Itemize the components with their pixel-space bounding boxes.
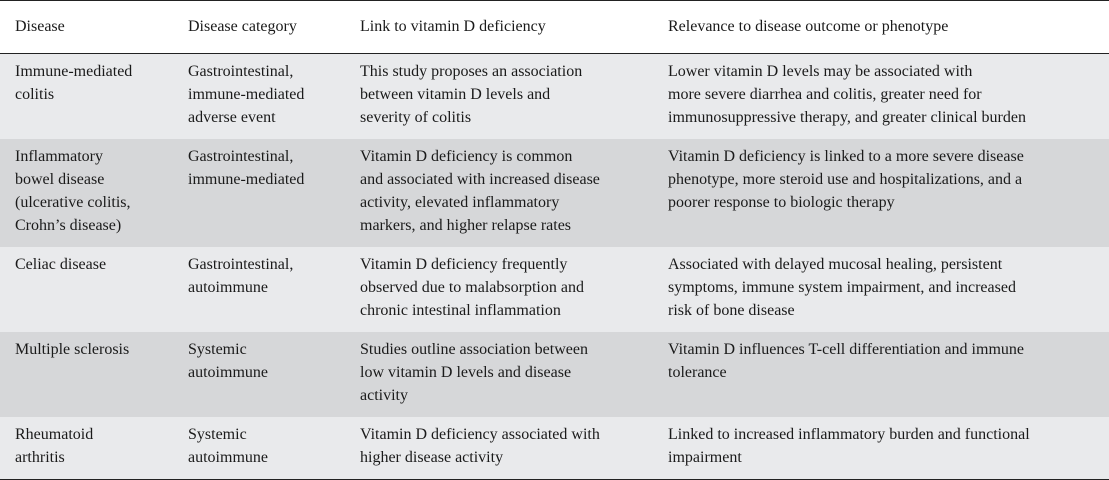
cell-line: Crohn’s disease) <box>15 217 122 234</box>
cell-line: immune-mediated <box>188 86 305 103</box>
cell-line: activity, elevated inflammatory <box>360 194 560 211</box>
cell-link <box>345 332 653 417</box>
cell-line: and associated with increased disease <box>360 171 600 188</box>
cell-line: Studies outline association between <box>360 341 588 358</box>
header-row <box>0 1 1109 54</box>
cell-line: phenotype, more steroid use and hospitalizations, and a <box>668 171 1023 188</box>
cell-line: Systemic <box>188 426 247 443</box>
cell-line: Gastrointestinal, <box>188 148 294 165</box>
cell-disease <box>0 332 173 417</box>
cell-link <box>345 54 653 140</box>
cell-line: severity of colitis <box>360 109 472 126</box>
cell-line: Systemic <box>188 341 247 358</box>
cell-line: Linked to increased inflammatory burden and functional <box>668 426 1030 443</box>
cell-category <box>173 332 345 417</box>
cell-line: Gastrointestinal, <box>188 256 294 273</box>
cell-line: immunosuppressive therapy, and greater clinical burden <box>668 109 1026 126</box>
header-disease: Disease <box>15 18 65 35</box>
cell-line: poorer response to biologic therapy <box>668 194 895 211</box>
table-row <box>0 332 1109 417</box>
cell-line: risk of bone disease <box>668 302 795 319</box>
cell-line: Lower vitamin D levels may be associated with <box>668 63 973 80</box>
cell-line: autoimmune <box>188 449 268 466</box>
cell-category <box>173 417 345 480</box>
cell-line: Inflammatory <box>15 148 103 165</box>
cell-line: This study proposes an association <box>360 63 583 80</box>
cell-line: Immune-mediated <box>15 63 133 80</box>
cell-relevance <box>653 417 1109 480</box>
cell-disease <box>0 139 173 247</box>
cell-line: (ulcerative colitis, <box>15 194 131 211</box>
table-body <box>0 54 1109 480</box>
cell-line: tolerance <box>668 364 727 381</box>
cell-line: activity <box>360 387 408 404</box>
header-relevance: Relevance to disease outcome or phenotype <box>668 18 949 35</box>
cell-relevance <box>653 139 1109 247</box>
cell-category <box>173 139 345 247</box>
cell-line: chronic intestinal inflammation <box>360 302 561 319</box>
cell-line: low vitamin D levels and disease <box>360 364 572 381</box>
cell-category <box>173 54 345 140</box>
cell-line: bowel disease <box>15 171 105 188</box>
table-row <box>0 139 1109 247</box>
cell-line: Vitamin D deficiency is common <box>360 148 573 165</box>
cell-line: observed due to malabsorption and <box>360 279 584 296</box>
cell-line: markers, and higher relapse rates <box>360 217 572 234</box>
cell-disease <box>0 417 173 480</box>
cell-line: symptoms, immune system impairment, and increased <box>668 279 1016 296</box>
cell-line: more severe diarrhea and colitis, greater need for <box>668 86 982 103</box>
table-header <box>0 1 1109 54</box>
cell-line: Celiac disease <box>15 256 107 273</box>
table-row <box>0 54 1109 140</box>
cell-line: arthritis <box>15 449 65 466</box>
cell-line: Vitamin D deficiency is linked to a more severe disease <box>668 148 1024 165</box>
cell-relevance <box>653 332 1109 417</box>
header-disease-category: Disease category <box>188 18 297 35</box>
cell-line: Gastrointestinal, <box>188 63 294 80</box>
cell-line: impairment <box>668 449 742 466</box>
cell-line: Rheumatoid <box>15 426 94 443</box>
cell-line: immune-mediated <box>188 171 305 188</box>
cell-line: higher disease activity <box>360 449 504 466</box>
table-row <box>0 417 1109 480</box>
cell-line: colitis <box>15 86 55 103</box>
cell-line: Associated with delayed mucosal healing, persistent <box>668 256 1003 273</box>
cell-line: between vitamin D levels and <box>360 86 551 103</box>
cell-line: Vitamin D deficiency frequently <box>360 256 568 273</box>
cell-disease <box>0 54 173 140</box>
cell-category <box>173 247 345 332</box>
cell-line: Vitamin D deficiency associated with <box>360 426 600 443</box>
cell-relevance <box>653 247 1109 332</box>
table-row <box>0 247 1109 332</box>
cell-line: adverse event <box>188 109 276 126</box>
cell-line: autoimmune <box>188 279 268 296</box>
cell-line: Multiple sclerosis <box>15 341 130 358</box>
cell-link <box>345 417 653 480</box>
cell-disease <box>0 247 173 332</box>
cell-link <box>345 247 653 332</box>
cell-line: autoimmune <box>188 364 268 381</box>
header-link-to-vitamin-d: Link to vitamin D deficiency <box>360 18 546 35</box>
cell-line: Vitamin D influences T-cell differentiation and immune <box>668 341 1024 358</box>
cell-link <box>345 139 653 247</box>
cell-relevance <box>653 54 1109 140</box>
